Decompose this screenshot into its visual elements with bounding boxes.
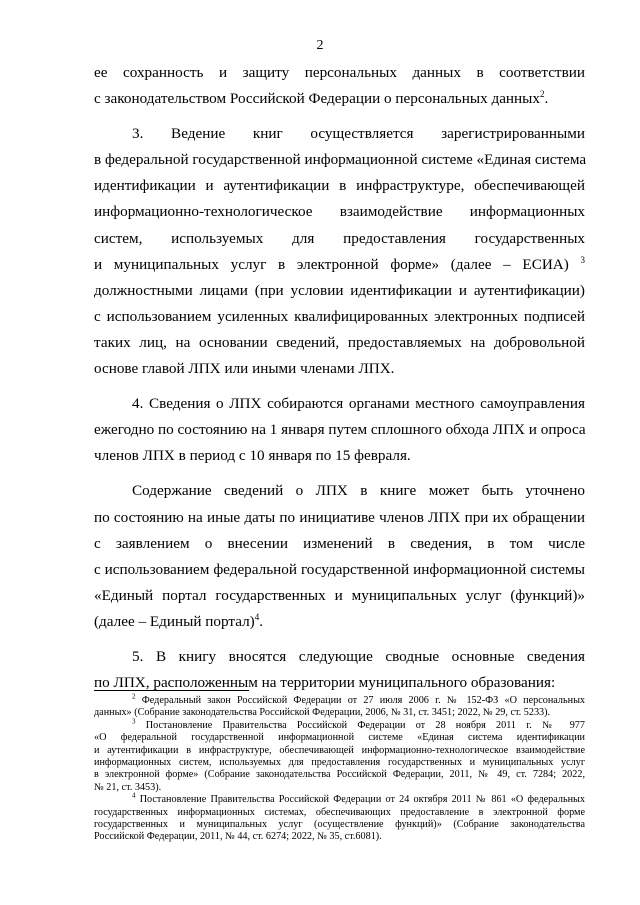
footnote-number: 2 xyxy=(132,692,136,701)
paragraph-4-continued xyxy=(94,478,585,635)
text-line: ежегодно по состоянию на 1 января путем сплошного обхода ЛПХ и опроса xyxy=(94,421,586,439)
footnote-3 xyxy=(94,717,585,794)
footnote-line: $^4$ Постановление Правительства Российской Федерации от 24 октября 2011 № 861 «О федеральных xyxy=(132,791,585,806)
footnotes xyxy=(94,692,586,844)
text-line: идентификации и аутентификации в инфраструктуре, обеспечивающей xyxy=(94,177,585,195)
paragraph-3 xyxy=(94,121,585,382)
text-line: 5. В книгу вносятся следующие сводные основные сведения xyxy=(132,647,585,665)
footnote-line: $^3$ Постановление Правительства Российской Федерации от 28 ноября 2011 г. № 977 xyxy=(132,717,585,731)
text-line: Содержание сведений о ЛПХ в книге может быть уточнено xyxy=(132,482,585,500)
text-line: в федеральной государственной информационной системе «Единая система xyxy=(94,151,587,169)
footnote-line: и аутентификации в инфраструктуре, обеспечивающей информационно-технологическое взаимодействие xyxy=(94,744,585,756)
text-line: основе главой ЛПХ или иными членами ЛПХ. xyxy=(94,360,395,378)
footnote-number: 4 xyxy=(132,791,136,800)
footnote-line: государственных информационных системах, обеспечивающих предоставление в электронной форме xyxy=(94,806,585,818)
footnote-ref: 3 xyxy=(580,254,586,265)
footnote-line: Российской Федерации, 2011, № 44, ст. 6274; 2022, № 35, ст.6081). xyxy=(94,831,382,843)
footnote-line: $^2$ Федеральный закон Российской Федерации от 27 июля 2006 г. № 152-ФЗ «О персональных xyxy=(132,692,586,706)
text-line: «Единый портал государственных и муниципальных услуг (функций)» xyxy=(94,586,585,604)
footnote-2 xyxy=(94,692,586,720)
footnote-ref: 2 xyxy=(539,89,545,100)
text-line: по ЛПХ, расположенным на территории муниципального образования: xyxy=(94,674,556,692)
footnote-line: государственных и муниципальных услуг (осуществление функций)» (Собрание законодательства xyxy=(94,819,585,831)
footnote-line: в электронной форме» (Собрание законодательства Российской Федерации, 2011, № 49, ст. 7284; 2022, xyxy=(94,769,585,781)
text-line: с законодательством Российской Федерации о персональных данных$^2$. xyxy=(94,89,549,108)
footnote-ref: 4 xyxy=(254,611,260,622)
paragraph-5 xyxy=(94,644,585,696)
footnote-line: данных» (Собрание законодательства Российской Федерации, 2006, № 31, ст. 3451; 2022, № 29, ст. 5233). xyxy=(94,707,551,719)
paragraph-continuation xyxy=(94,60,585,112)
text-line: 4. Сведения о ЛПХ собираются органами местного самоуправления xyxy=(132,395,585,413)
text-line: информационно-технологическое взаимодействие информационных xyxy=(94,203,585,221)
paragraph-4 xyxy=(94,391,585,469)
text-line: должностными лицами (при условии идентификации и аутентификации) xyxy=(94,281,585,299)
text-line: систем, используемых для предоставления государственных xyxy=(94,229,585,247)
page-number: 2 xyxy=(316,38,324,53)
text-line: таких лиц, на основании сведений, предоставляемых на добровольной xyxy=(94,333,585,351)
text-line: ее сохранность и защиту персональных данных в соответствии xyxy=(94,64,585,81)
text-line: с заявлением о внесении изменений в сведения, в том числе xyxy=(94,534,585,552)
text-line: с использованием усиленных квалифицированных электронных подписей xyxy=(94,307,585,325)
text-line: 3. Ведение книг осуществляется зарегистрированными xyxy=(132,125,585,143)
footnote-line: «О федеральной государственной информационной системе «Единая система идентификации xyxy=(94,732,585,744)
document-body xyxy=(94,60,585,696)
text-line: с использованием федеральной государственной информационной системы xyxy=(94,560,585,578)
footnote-number: 3 xyxy=(132,717,136,726)
text-line: по состоянию на иные даты по инициативе членов ЛПХ при их обращении xyxy=(94,508,585,526)
footnote-line: информационных систем, используемых для предоставления государственных и муниципальных услуг xyxy=(94,757,585,769)
footnote-4 xyxy=(94,791,585,844)
text-line: и муниципальных услуг в электронной форме» (далее – ЕСИА) $^3$ xyxy=(94,254,586,273)
text-line: (далее – Единый портал)$^4$. xyxy=(94,611,264,630)
footnote-line: № 21, ст. 3453). xyxy=(94,781,162,793)
text-line: членов ЛПХ в период с 10 января по 15 февраля. xyxy=(94,447,411,465)
footnote-separator xyxy=(94,690,249,691)
